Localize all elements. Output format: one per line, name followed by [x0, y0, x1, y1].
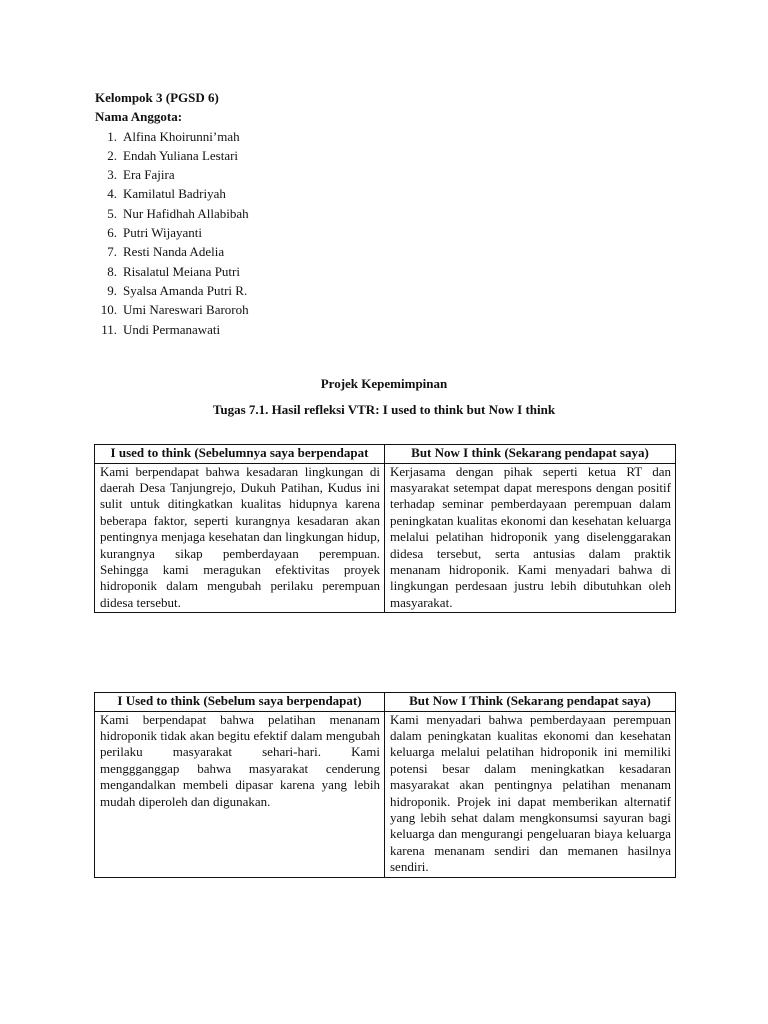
member-number: 2. — [107, 147, 117, 163]
list-item — [95, 165, 495, 184]
member-name: Undi Permanawati — [123, 321, 221, 337]
table-row — [95, 463, 676, 613]
member-name: Resti Nanda Adelia — [123, 244, 225, 260]
project-title: Projek Kepemimpinan — [320, 376, 448, 391]
now-i-think-cell: Kami menyadari bahwa pemberdayaan perempuan dalam peningkatan kualitas ekonomi dan kesehatan keluarga melalui pelatihan hidroponik ini memiliki potensi besar dalam meningkatkan kesadaran masyarakat akan pentingnya pelatihan menanam hidroponik. Projek ini dapat memberikan alternatif yang lebih sehat dalam mengkonsumsi sayuran bagi keluarga dan mengurangi pengeluaran biaya keluarga karena menanam sendiri dan memanen hasilnya sendiri. — [385, 711, 676, 877]
member-number: 3. — [107, 167, 117, 183]
list-item — [95, 146, 495, 165]
group-info — [95, 88, 495, 339]
now-i-think-cell: Kerjasama dengan pihak seperti ketua RT dan masyarakat setempat dapat merespons dengan positif terhadap seminar pemberdayaan perempuan dalam peningkatan kualitas ekonomi dan kesehatan keluarga melalui pelatihan hidroponik yang diselenggarakan didesa tersebut, serta antusias dalam praktik menanam hidroponik. Kami menyadari bahwa di lingkungan perdesaan justru lebih dibutuhkan oleh masyarakat. — [385, 463, 676, 613]
member-name: Endah Yuliana Lestari — [123, 147, 239, 163]
member-name: Syalsa Amanda Putri R. — [123, 282, 248, 298]
member-number: 5. — [107, 205, 117, 221]
member-name: Alfina Khoirunni’mah — [123, 128, 240, 144]
table-header-row — [95, 693, 676, 712]
member-number: 11. — [101, 321, 117, 337]
used-to-think-cell: Kami berpendapat bahwa pelatihan menanam hidroponik tidak akan begitu efektif dalam mengubah perilaku masyarakat sehari-hari. Kami menggganggap bahwa masyarakat cenderung mengandalkan membeli dipasar karena yang lebih mudah diperoleh dan digunakan. — [95, 711, 385, 877]
list-item — [95, 242, 495, 261]
now-i-think-header: But Now I Think (Sekarang pendapat saya) — [385, 693, 676, 712]
task-title: Tugas 7.1. Hasil refleksi VTR: I used to think but Now I think — [212, 402, 556, 417]
member-number: 9. — [107, 282, 117, 298]
member-number: 10. — [100, 302, 117, 318]
members-label: Nama Anggota: — [95, 109, 183, 125]
member-name: Nur Hafidhah Allabibah — [123, 205, 249, 221]
member-number: 4. — [107, 186, 117, 202]
member-name: Umi Nareswari Baroroh — [123, 302, 249, 318]
member-name: Risalatul Meiana Putri — [123, 263, 240, 279]
reflection-table-2 — [94, 692, 676, 878]
used-to-think-header: I Used to think (Sebelum saya berpendapat) — [95, 693, 385, 712]
list-item — [95, 300, 495, 319]
table-row — [95, 711, 676, 877]
now-i-think-header: But Now I think (Sekarang pendapat saya) — [385, 445, 676, 464]
member-name: Putri Wijayanti — [123, 225, 203, 241]
member-number: 8. — [107, 263, 117, 279]
table-header-row — [95, 445, 676, 464]
list-item — [95, 281, 495, 300]
list-item — [95, 184, 495, 203]
list-item — [95, 204, 495, 223]
list-item — [95, 262, 495, 281]
list-item — [95, 127, 495, 146]
member-name: Era Fajira — [123, 167, 175, 183]
used-to-think-cell: Kami berpendapat bahwa kesadaran lingkungan di daerah Desa Tanjungrejo, Dukuh Patihan, Kudus ini sulit untuk ditingkatkan kualitas hidupnya karena beberapa faktor, seperti kurangnya kesadaran akan pentingnya menjaga kesehatan dan lingkungan hidup, kurangnya sikap pemberdayaan perempuan. Sehingga kami meragukan efektivitas proyek hidroponik dalam mengubah perilaku perempuan didesa tersebut. — [95, 463, 385, 613]
member-number: 7. — [107, 244, 117, 260]
member-number: 6. — [107, 225, 117, 241]
list-item — [95, 320, 495, 339]
list-item — [95, 223, 495, 242]
member-list — [95, 127, 495, 339]
group-title: Kelompok 3 (PGSD 6) — [95, 90, 219, 105]
member-number: 1. — [107, 128, 117, 144]
member-name: Kamilatul Badriyah — [123, 186, 226, 202]
used-to-think-header: I used to think (Sebelumnya saya berpendapat — [95, 445, 385, 464]
reflection-table-1 — [94, 444, 676, 613]
